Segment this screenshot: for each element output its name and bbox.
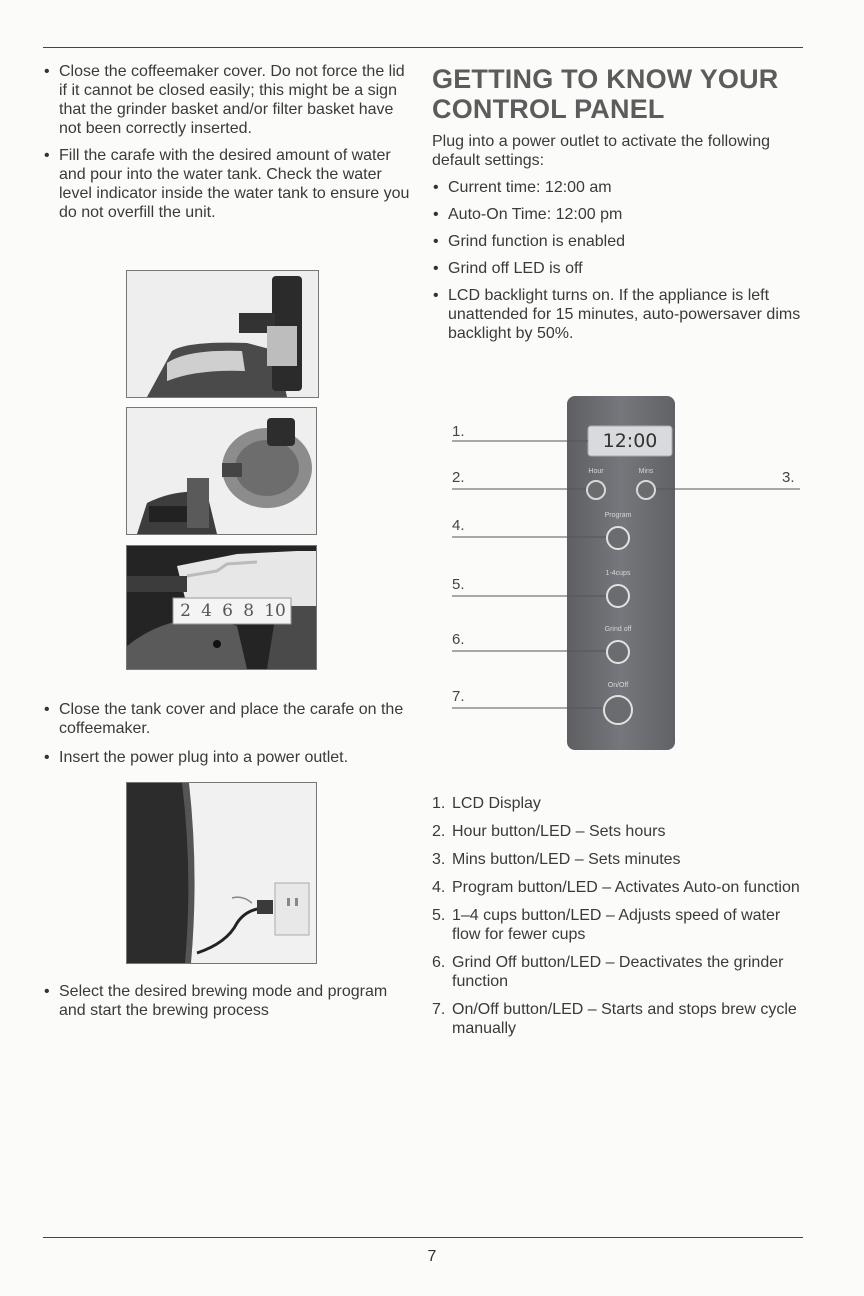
legend-number: 4.: [432, 879, 446, 896]
label-grind-off: Grind off: [604, 626, 632, 633]
bullet-select-mode: • Select the desired brewing mode and program and start the brewing process: [43, 982, 413, 1020]
cups-button: [607, 585, 629, 607]
legend-number: 5.: [432, 907, 446, 924]
callout-1: 1.: [452, 423, 465, 440]
legend-number: 1.: [432, 795, 446, 812]
program-button: [607, 527, 629, 549]
level-mark: 6: [222, 601, 233, 621]
legend-item: [432, 953, 812, 991]
bullet-tank-cover: • Close the tank cover and place the carafe on the coffeemaker.: [43, 700, 413, 738]
legend-number: 3.: [432, 851, 446, 868]
top-instructions: [43, 62, 413, 222]
legend-number: 6.: [432, 954, 446, 971]
water-level-marks: [175, 598, 291, 624]
legend-text: 1–4 cups button/LED – Adjusts speed of water flow for fewer cups: [452, 907, 781, 943]
hour-button: [587, 481, 605, 499]
right-column: [432, 62, 812, 351]
level-mark: 4: [201, 601, 212, 621]
legend-item: [432, 850, 812, 869]
photo-coffeemaker-lid: [126, 270, 319, 398]
level-mark: 2: [180, 601, 191, 621]
callout-6: 6.: [452, 631, 465, 648]
label-on-off: On/Off: [607, 682, 629, 689]
legend-text: On/Off button/LED – Starts and stops brew cycle manually: [452, 1001, 797, 1037]
callout-5: 5.: [452, 576, 465, 593]
legend-item: [432, 794, 812, 813]
page-number: 7: [427, 1248, 437, 1265]
default-current-time: • Current time: 12:00 am: [432, 178, 812, 197]
legend-number: 2.: [432, 823, 446, 840]
top-rule: [43, 47, 803, 48]
bullet-close-cover: • Close the coffeemaker cover. Do not force the lid if it cannot be closed easily; this might be a sign that the grinder basket and/or filter basket have not been correctly inserted.: [43, 62, 413, 138]
left-column: [43, 62, 413, 230]
middle-instructions-wrap: [43, 700, 413, 777]
bottom-instructions: [43, 982, 413, 1020]
default-grind-enabled: • Grind function is enabled: [432, 232, 812, 251]
photo-pouring-water: [126, 407, 317, 535]
middle-instructions: [43, 700, 413, 767]
label-program: Program: [604, 512, 632, 519]
legend-text: Mins button/LED – Sets minutes: [452, 851, 681, 868]
on-off-button: [604, 696, 632, 724]
control-panel-legend: [432, 794, 812, 1047]
lcd-time: 12:00: [602, 430, 658, 452]
legend-text: Grind Off button/LED – Deactivates the grinder function: [452, 954, 784, 990]
legend-item: [432, 906, 812, 944]
grind-off-button: [607, 641, 629, 663]
bullet-power-plug: • Insert the power plug into a power outlet.: [43, 748, 413, 767]
bottom-rule: [43, 1237, 803, 1238]
mins-button: [637, 481, 655, 499]
legend-text: Program button/LED – Activates Auto-on function: [452, 879, 800, 896]
label-mins: Mins: [638, 468, 654, 475]
section-heading: GETTING TO KNOW YOUR CONTROL PANEL: [432, 64, 779, 124]
bottom-instructions-wrap: [43, 982, 413, 1028]
legend-item: [432, 822, 812, 841]
level-mark: 8: [243, 601, 255, 621]
callout-3: 3.: [782, 469, 795, 486]
callout-2: 2.: [452, 469, 465, 486]
legend-item: [432, 878, 812, 897]
default-settings-list: [432, 178, 812, 343]
label-hour: Hour: [588, 468, 604, 475]
photo-power-outlet: [126, 782, 317, 964]
level-mark: 10: [264, 601, 286, 621]
label-cups: 1-4cups: [605, 570, 631, 577]
default-auto-on-time: • Auto-On Time: 12:00 pm: [432, 205, 812, 224]
control-panel-diagram: [432, 392, 812, 762]
callout-4: 4.: [452, 517, 465, 534]
callout-7: 7.: [452, 688, 465, 705]
photo-water-level-indicator: [126, 545, 317, 670]
legend-text: LCD Display: [452, 795, 541, 812]
default-lcd-backlight: • LCD backlight turns on. If the appliance is left unattended for 15 minutes, auto-powersaver dims backlight by 50%.: [432, 286, 812, 343]
legend-number: 7.: [432, 1001, 446, 1018]
default-grind-led: • Grind off LED is off: [432, 259, 812, 278]
intro-text: Plug into a power outlet to activate the following default settings:: [432, 133, 770, 169]
bullet-fill-carafe: • Fill the carafe with the desired amount of water and pour into the water tank. Check the water level indicator inside the water tank to ensure you do not overfill the unit.: [43, 146, 413, 222]
legend-item: [432, 1000, 812, 1038]
legend-text: Hour button/LED – Sets hours: [452, 823, 666, 840]
